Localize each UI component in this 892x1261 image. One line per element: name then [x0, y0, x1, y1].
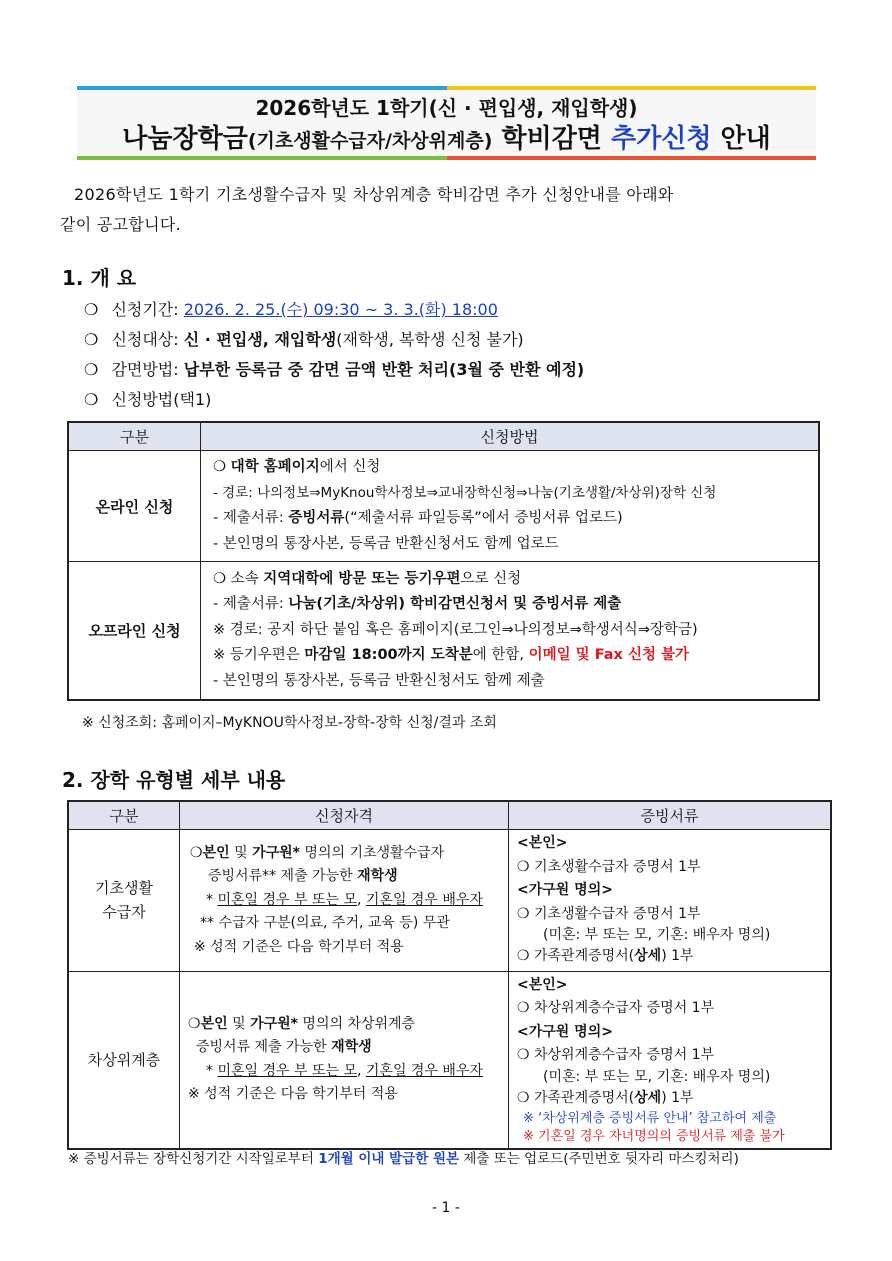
offline-label: 오프라인 신청 [68, 562, 201, 701]
method-item: ❍ 감면방법: 납부한 등록금 중 감면 금액 반환 처리(3월 중 반환 예정) [84, 360, 585, 379]
method-value: 납부한 등록금 중 감면 금액 반환 처리(3월 중 반환 예정) [183, 360, 585, 379]
bullet-icon: ❍ [84, 300, 99, 319]
intro-paragraph [60, 180, 850, 240]
online-line-1: ❍ 대학 홈페이지에서 신청 [213, 459, 381, 475]
offline-line-2: - 제출서류: 나눔(기초/차상위) 학비감면신청서 및 증빙서류 제출 [213, 596, 622, 613]
table-row-offline [68, 562, 819, 701]
offline-line-1: ❍ 소속 지역대학에 방문 또는 등기우편으로 신청 [213, 570, 522, 587]
period-item: ❍ 신청기간: 2026. 2. 25.(수) 09:30 ~ 3. 3.(화) 18:00 [84, 300, 498, 319]
table-header-qualification: 신청자격 [180, 801, 509, 830]
offline-line-3: ※ 경로: 공지 하단 붙임 혹은 홈페이지(로그인⇒나의정보⇒학생서식⇒장학금) [213, 621, 698, 638]
target-item: ❍ 신청대상: 신 · 편입생, 재입학생(재학생, 복학생 신청 불가) [84, 330, 524, 349]
title-additional: 추가신청 [610, 124, 712, 154]
table-header-method: 신청방법 [201, 422, 820, 451]
apply-method-item: ❍ 신청방법(택1) [84, 390, 212, 409]
title-bar-top-right [447, 86, 816, 90]
title-line-1: 2026학년도 1학기(신 · 편입생, 재입학생) [255, 96, 638, 120]
basic-livelihood-label: 기초생활 수급자 [68, 830, 180, 972]
offline-line-4: ※ 등기우편은 마감일 18:00까지 도착분에 한함, 이메일 및 Fax 신청 불가 [213, 647, 690, 664]
target-value: 신 · 편입생, 재입학생 [183, 330, 337, 349]
table-row-near-poverty [68, 971, 831, 1149]
online-label: 온라인 신청 [68, 451, 201, 562]
section2-heading: 2. 장학 유형별 세부 내용 [62, 768, 286, 792]
title-scholarship-name: 나눔장학금 [122, 124, 248, 154]
scholarship-type-table [67, 800, 832, 1150]
title-target: (기초생활수급자/차상위계층) [247, 130, 493, 152]
online-line-3: - 제출서류: 증빙서류(“제출서류 파일등록”에서 증빙서류 업로드) [213, 510, 623, 526]
title-tuition: 학비감면 [492, 124, 611, 154]
table-row-basic-livelihood [68, 830, 831, 972]
title-line-2 [77, 118, 816, 155]
title-bar-top-left [77, 86, 447, 90]
offline-line-5: - 본인명의 통장사본, 등록금 반환신청서도 함께 제출 [213, 672, 545, 689]
near-poverty-label: 차상위계층 [68, 971, 180, 1149]
page-number: - 1 - [432, 1200, 460, 1216]
intro-line-1: 2026학년도 1학기 기초생활수급자 및 차상위계층 학비감면 추가 신청안내를 아래와 [74, 185, 674, 204]
table-header-documents: 증빙서류 [509, 801, 832, 830]
apply-method-table [67, 421, 820, 701]
near-poverty-documents: <본인> ❍ 차상위계층수급자 증명서 1부 <가구원 명의> ❍ 차상위계층수급자 증명서 1부 (미혼: 부 또는 모, 기혼: 배우자 명의) ❍ 가족관계증명서(상세) 1부 ※ ‘차상위계층 증빙서류 안내’ 참고하여 제출 ※ 기혼일 경우 자녀명의의 증빙서류 제출 불가 [509, 971, 832, 1149]
documents-footnote: ※ 증빙서류는 장학신청기간 시작일로부터 1개월 이내 발급한 원본 제출 또는 업로드(주민번호 뒷자리 마스킹처리) [68, 1151, 739, 1167]
basic-livelihood-qualification: ❍본인 및 가구원* 명의의 기초생활수급자 증빙서류** 제출 가능한 재학생 * 미혼일 경우 부 또는 모, 기혼일 경우 배우자 ** 수급자 구분(의료, 주거, 교육 등) 무관 ※ 성적 기준은 다음 학기부터 적용 [180, 830, 509, 972]
table-row-online [68, 451, 819, 562]
table-header-category: 구분 [68, 422, 201, 451]
title-bar-bottom-left [77, 156, 447, 160]
section1-heading: 1. 개 요 [62, 266, 137, 290]
title-notice: 안내 [711, 124, 771, 154]
bullet-icon: ❍ [84, 360, 99, 379]
online-line-4: - 본인명의 통장사본, 등록금 반환신청서도 함께 업로드 [213, 535, 559, 552]
inquiry-note: ※ 신청조회: 홈페이지–MyKNOU학사정보-장학-장학 신청/결과 조회 [82, 715, 497, 731]
online-line-2: - 경로: 나의정보⇒MyKnou학사정보⇒교내장학신청⇒나눔(기초생활/차상위)장학 신청 [213, 484, 717, 501]
intro-line-2: 같이 공고합니다. [60, 215, 182, 234]
title-bar-bottom-right [447, 156, 816, 160]
bullet-icon: ❍ [84, 330, 99, 349]
basic-livelihood-documents: <본인> ❍ 기초생활수급자 증명서 1부 <가구원 명의> ❍ 기초생활수급자 증명서 1부 (미혼: 부 또는 모, 기혼: 배우자 명의) ❍ 가족관계증명서(상세) 1부 [509, 830, 832, 972]
near-poverty-qualification: ❍본인 및 가구원* 명의의 차상위계층 증빙서류 제출 가능한 재학생 * 미혼일 경우 부 또는 모, 기혼일 경우 배우자 ※ 성적 기준은 다음 학기부터 적용 [180, 971, 509, 1149]
table-header-category: 구분 [68, 801, 180, 830]
period-value: 2026. 2. 25.(수) 09:30 ~ 3. 3.(화) 18:00 [183, 300, 498, 319]
bullet-icon: ❍ [84, 390, 99, 409]
